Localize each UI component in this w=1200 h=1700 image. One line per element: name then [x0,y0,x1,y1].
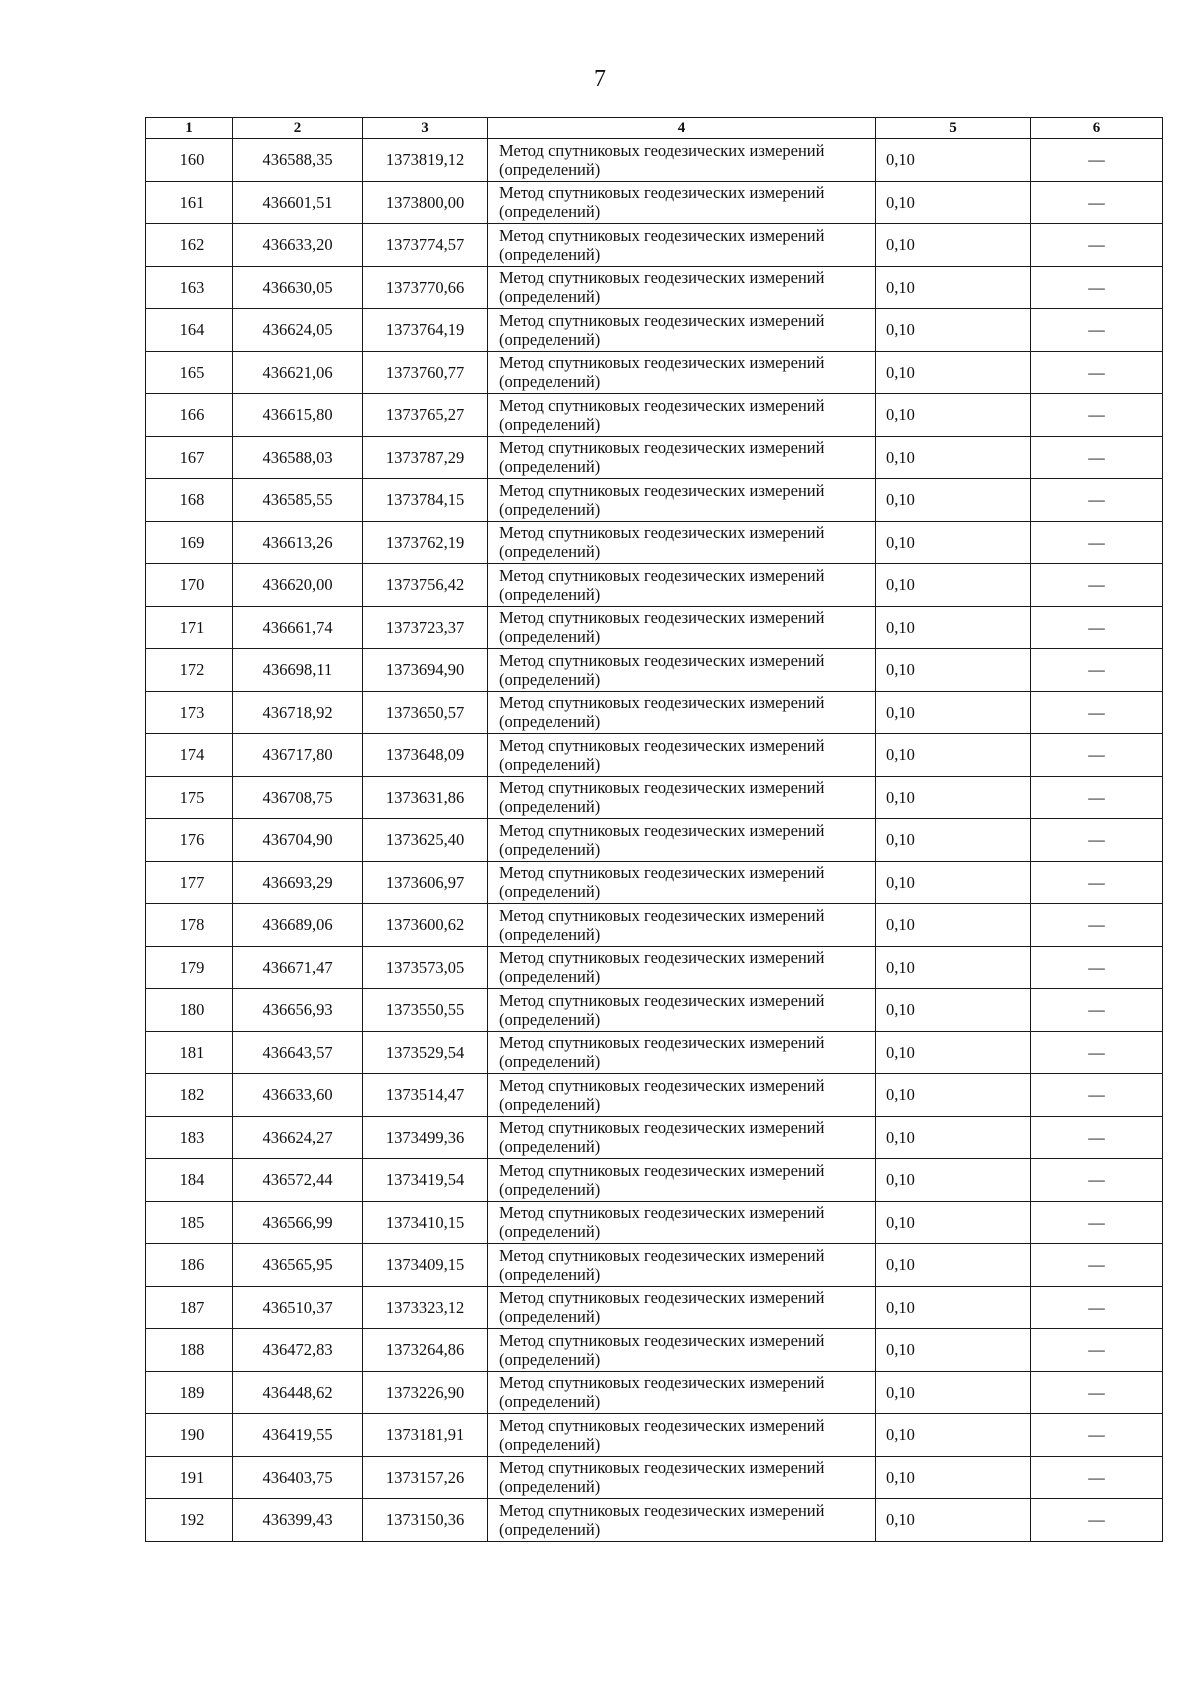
accuracy-cell: 0,10 [876,819,1031,862]
table-row [146,946,1163,989]
table-row [146,351,1163,394]
point-number-cell: 184 [146,1159,233,1202]
table-row [146,309,1163,352]
y-coordinate-cell: 1373764,19 [363,309,488,352]
note-cell: — [1031,479,1163,522]
accuracy-cell: 0,10 [876,946,1031,989]
accuracy-cell: 0,10 [876,309,1031,352]
accuracy-cell: 0,10 [876,989,1031,1032]
table-row [146,181,1163,224]
accuracy-cell: 0,10 [876,1116,1031,1159]
point-number-cell: 191 [146,1456,233,1499]
method-cell: Метод спутниковых геодезических измерений (определений) [488,564,876,607]
point-number-cell: 171 [146,606,233,649]
y-coordinate-cell: 1373784,15 [363,479,488,522]
header-col-3: 3 [363,118,488,139]
y-coordinate-cell: 1373760,77 [363,351,488,394]
x-coordinate-cell: 436656,93 [233,989,363,1032]
x-coordinate-cell: 436633,20 [233,224,363,267]
y-coordinate-cell: 1373694,90 [363,649,488,692]
note-cell: — [1031,1116,1163,1159]
note-cell: — [1031,394,1163,437]
x-coordinate-cell: 436472,83 [233,1329,363,1372]
accuracy-cell: 0,10 [876,1499,1031,1542]
x-coordinate-cell: 436419,55 [233,1414,363,1457]
note-cell: — [1031,649,1163,692]
x-coordinate-cell: 436693,29 [233,861,363,904]
method-cell: Метод спутниковых геодезических измерений (определений) [488,861,876,904]
accuracy-cell: 0,10 [876,776,1031,819]
method-cell: Метод спутниковых геодезических измерений (определений) [488,351,876,394]
note-cell: — [1031,1244,1163,1287]
accuracy-cell: 0,10 [876,564,1031,607]
note-cell: — [1031,904,1163,947]
x-coordinate-cell: 436698,11 [233,649,363,692]
method-cell: Метод спутниковых геодезических измерений (определений) [488,479,876,522]
point-number-cell: 187 [146,1286,233,1329]
table-row [146,819,1163,862]
table-row [146,1286,1163,1329]
point-number-cell: 186 [146,1244,233,1287]
x-coordinate-cell: 436615,80 [233,394,363,437]
x-coordinate-cell: 436620,00 [233,564,363,607]
x-coordinate-cell: 436624,27 [233,1116,363,1159]
method-cell: Метод спутниковых геодезических измерений (определений) [488,436,876,479]
point-number-cell: 165 [146,351,233,394]
point-number-cell: 173 [146,691,233,734]
accuracy-cell: 0,10 [876,606,1031,649]
method-cell: Метод спутниковых геодезических измерений (определений) [488,1499,876,1542]
point-number-cell: 182 [146,1074,233,1117]
page-number: 7 [594,66,606,92]
note-cell: — [1031,564,1163,607]
method-cell: Метод спутниковых геодезических измерений (определений) [488,394,876,437]
note-cell: — [1031,1159,1163,1202]
y-coordinate-cell: 1373226,90 [363,1371,488,1414]
method-cell: Метод спутниковых геодезических измерений (определений) [488,181,876,224]
accuracy-cell: 0,10 [876,861,1031,904]
accuracy-cell: 0,10 [876,1329,1031,1372]
y-coordinate-cell: 1373819,12 [363,139,488,182]
point-number-cell: 164 [146,309,233,352]
note-cell: — [1031,776,1163,819]
x-coordinate-cell: 436448,62 [233,1371,363,1414]
table-row [146,1201,1163,1244]
y-coordinate-cell: 1373264,86 [363,1329,488,1372]
method-cell: Метод спутниковых геодезических измерений (определений) [488,1074,876,1117]
table-row [146,1031,1163,1074]
table-row [146,904,1163,947]
method-cell: Метод спутниковых геодезических измерений (определений) [488,904,876,947]
accuracy-cell: 0,10 [876,1201,1031,1244]
table-row [146,1329,1163,1372]
table-row [146,1244,1163,1287]
method-cell: Метод спутниковых геодезических измерений (определений) [488,266,876,309]
note-cell: — [1031,1329,1163,1372]
x-coordinate-cell: 436661,74 [233,606,363,649]
method-cell: Метод спутниковых геодезических измерений (определений) [488,1116,876,1159]
point-number-cell: 180 [146,989,233,1032]
method-cell: Метод спутниковых геодезических измерений (определений) [488,1329,876,1372]
table-row [146,564,1163,607]
accuracy-cell: 0,10 [876,1371,1031,1414]
table-row [146,1414,1163,1457]
method-cell: Метод спутниковых геодезических измерений (определений) [488,309,876,352]
method-cell: Метод спутниковых геодезических измерений (определений) [488,1244,876,1287]
accuracy-cell: 0,10 [876,351,1031,394]
y-coordinate-cell: 1373514,47 [363,1074,488,1117]
point-number-cell: 161 [146,181,233,224]
table-row [146,1371,1163,1414]
accuracy-cell: 0,10 [876,1456,1031,1499]
y-coordinate-cell: 1373800,00 [363,181,488,224]
y-coordinate-cell: 1373499,36 [363,1116,488,1159]
y-coordinate-cell: 1373723,37 [363,606,488,649]
x-coordinate-cell: 436643,57 [233,1031,363,1074]
table-row [146,649,1163,692]
y-coordinate-cell: 1373181,91 [363,1414,488,1457]
accuracy-cell: 0,10 [876,521,1031,564]
y-coordinate-cell: 1373770,66 [363,266,488,309]
method-cell: Метод спутниковых геодезических измерений (определений) [488,521,876,564]
y-coordinate-cell: 1373409,15 [363,1244,488,1287]
x-coordinate-cell: 436671,47 [233,946,363,989]
y-coordinate-cell: 1373550,55 [363,989,488,1032]
y-coordinate-cell: 1373787,29 [363,436,488,479]
y-coordinate-cell: 1373323,12 [363,1286,488,1329]
accuracy-cell: 0,10 [876,1414,1031,1457]
accuracy-cell: 0,10 [876,266,1031,309]
accuracy-cell: 0,10 [876,394,1031,437]
note-cell: — [1031,1371,1163,1414]
x-coordinate-cell: 436585,55 [233,479,363,522]
method-cell: Метод спутниковых геодезических измерений (определений) [488,139,876,182]
method-cell: Метод спутниковых геодезических измерений (определений) [488,1201,876,1244]
x-coordinate-cell: 436403,75 [233,1456,363,1499]
point-number-cell: 181 [146,1031,233,1074]
note-cell: — [1031,521,1163,564]
accuracy-cell: 0,10 [876,649,1031,692]
y-coordinate-cell: 1373650,57 [363,691,488,734]
y-coordinate-cell: 1373765,27 [363,394,488,437]
table-row [146,989,1163,1032]
x-coordinate-cell: 436708,75 [233,776,363,819]
accuracy-cell: 0,10 [876,139,1031,182]
method-cell: Метод спутниковых геодезических измерений (определений) [488,1159,876,1202]
note-cell: — [1031,224,1163,267]
x-coordinate-cell: 436565,95 [233,1244,363,1287]
y-coordinate-cell: 1373648,09 [363,734,488,777]
x-coordinate-cell: 436572,44 [233,1159,363,1202]
y-coordinate-cell: 1373762,19 [363,521,488,564]
note-cell: — [1031,1031,1163,1074]
table-body [146,139,1163,1542]
method-cell: Метод спутниковых геодезических измерений (определений) [488,734,876,777]
note-cell: — [1031,351,1163,394]
y-coordinate-cell: 1373529,54 [363,1031,488,1074]
method-cell: Метод спутниковых геодезических измерений (определений) [488,691,876,734]
point-number-cell: 190 [146,1414,233,1457]
point-number-cell: 168 [146,479,233,522]
x-coordinate-cell: 436630,05 [233,266,363,309]
point-number-cell: 162 [146,224,233,267]
table-row [146,1074,1163,1117]
x-coordinate-cell: 436718,92 [233,691,363,734]
method-cell: Метод спутниковых геодезических измерений (определений) [488,224,876,267]
header-col-4: 4 [488,118,876,139]
point-number-cell: 166 [146,394,233,437]
table-row [146,691,1163,734]
x-coordinate-cell: 436588,35 [233,139,363,182]
table-row [146,734,1163,777]
point-number-cell: 175 [146,776,233,819]
note-cell: — [1031,436,1163,479]
accuracy-cell: 0,10 [876,1244,1031,1287]
y-coordinate-cell: 1373606,97 [363,861,488,904]
y-coordinate-cell: 1373410,15 [363,1201,488,1244]
accuracy-cell: 0,10 [876,1031,1031,1074]
y-coordinate-cell: 1373600,62 [363,904,488,947]
note-cell: — [1031,819,1163,862]
table-row [146,139,1163,182]
method-cell: Метод спутниковых геодезических измерений (определений) [488,1371,876,1414]
table-row [146,606,1163,649]
header-col-5: 5 [876,118,1031,139]
table-header [146,118,1163,139]
method-cell: Метод спутниковых геодезических измерений (определений) [488,946,876,989]
y-coordinate-cell: 1373774,57 [363,224,488,267]
point-number-cell: 189 [146,1371,233,1414]
y-coordinate-cell: 1373419,54 [363,1159,488,1202]
note-cell: — [1031,1499,1163,1542]
point-number-cell: 188 [146,1329,233,1372]
method-cell: Метод спутниковых геодезических измерений (определений) [488,1031,876,1074]
table-row [146,776,1163,819]
y-coordinate-cell: 1373631,86 [363,776,488,819]
note-cell: — [1031,1456,1163,1499]
point-number-cell: 179 [146,946,233,989]
accuracy-cell: 0,10 [876,904,1031,947]
note-cell: — [1031,946,1163,989]
point-number-cell: 169 [146,521,233,564]
method-cell: Метод спутниковых геодезических измерений (определений) [488,776,876,819]
point-number-cell: 174 [146,734,233,777]
table-row [146,1499,1163,1542]
point-number-cell: 163 [146,266,233,309]
method-cell: Метод спутниковых геодезических измерений (определений) [488,649,876,692]
x-coordinate-cell: 436621,06 [233,351,363,394]
table-row [146,521,1163,564]
table-row [146,266,1163,309]
accuracy-cell: 0,10 [876,1286,1031,1329]
point-number-cell: 167 [146,436,233,479]
table-row [146,1456,1163,1499]
note-cell: — [1031,691,1163,734]
header-col-1: 1 [146,118,233,139]
note-cell: — [1031,1414,1163,1457]
point-number-cell: 183 [146,1116,233,1159]
method-cell: Метод спутниковых геодезических измерений (определений) [488,989,876,1032]
accuracy-cell: 0,10 [876,479,1031,522]
x-coordinate-cell: 436613,26 [233,521,363,564]
point-number-cell: 170 [146,564,233,607]
x-coordinate-cell: 436588,03 [233,436,363,479]
method-cell: Метод спутниковых геодезических измерений (определений) [488,1414,876,1457]
header-row [146,118,1163,139]
table-row [146,224,1163,267]
accuracy-cell: 0,10 [876,1074,1031,1117]
note-cell: — [1031,181,1163,224]
method-cell: Метод спутниковых геодезических измерений (определений) [488,606,876,649]
x-coordinate-cell: 436633,60 [233,1074,363,1117]
accuracy-cell: 0,10 [876,734,1031,777]
header-col-6: 6 [1031,118,1163,139]
note-cell: — [1031,1201,1163,1244]
note-cell: — [1031,989,1163,1032]
y-coordinate-cell: 1373573,05 [363,946,488,989]
note-cell: — [1031,309,1163,352]
point-number-cell: 172 [146,649,233,692]
note-cell: — [1031,606,1163,649]
x-coordinate-cell: 436717,80 [233,734,363,777]
table-row [146,436,1163,479]
accuracy-cell: 0,10 [876,691,1031,734]
method-cell: Метод спутниковых геодезических измерений (определений) [488,1456,876,1499]
header-col-2: 2 [233,118,363,139]
note-cell: — [1031,139,1163,182]
y-coordinate-cell: 1373157,26 [363,1456,488,1499]
point-number-cell: 176 [146,819,233,862]
y-coordinate-cell: 1373625,40 [363,819,488,862]
table-row [146,1159,1163,1202]
accuracy-cell: 0,10 [876,1159,1031,1202]
x-coordinate-cell: 436510,37 [233,1286,363,1329]
point-number-cell: 160 [146,139,233,182]
x-coordinate-cell: 436601,51 [233,181,363,224]
table-row [146,479,1163,522]
table-row [146,1116,1163,1159]
table-row [146,394,1163,437]
x-coordinate-cell: 436704,90 [233,819,363,862]
point-number-cell: 177 [146,861,233,904]
accuracy-cell: 0,10 [876,436,1031,479]
x-coordinate-cell: 436399,43 [233,1499,363,1542]
table-row [146,861,1163,904]
point-number-cell: 185 [146,1201,233,1244]
accuracy-cell: 0,10 [876,181,1031,224]
method-cell: Метод спутниковых геодезических измерений (определений) [488,819,876,862]
x-coordinate-cell: 436689,06 [233,904,363,947]
y-coordinate-cell: 1373150,36 [363,1499,488,1542]
note-cell: — [1031,734,1163,777]
coordinates-table [145,117,1163,1542]
note-cell: — [1031,266,1163,309]
note-cell: — [1031,1074,1163,1117]
y-coordinate-cell: 1373756,42 [363,564,488,607]
note-cell: — [1031,861,1163,904]
x-coordinate-cell: 436566,99 [233,1201,363,1244]
point-number-cell: 192 [146,1499,233,1542]
accuracy-cell: 0,10 [876,224,1031,267]
method-cell: Метод спутниковых геодезических измерений (определений) [488,1286,876,1329]
point-number-cell: 178 [146,904,233,947]
x-coordinate-cell: 436624,05 [233,309,363,352]
note-cell: — [1031,1286,1163,1329]
